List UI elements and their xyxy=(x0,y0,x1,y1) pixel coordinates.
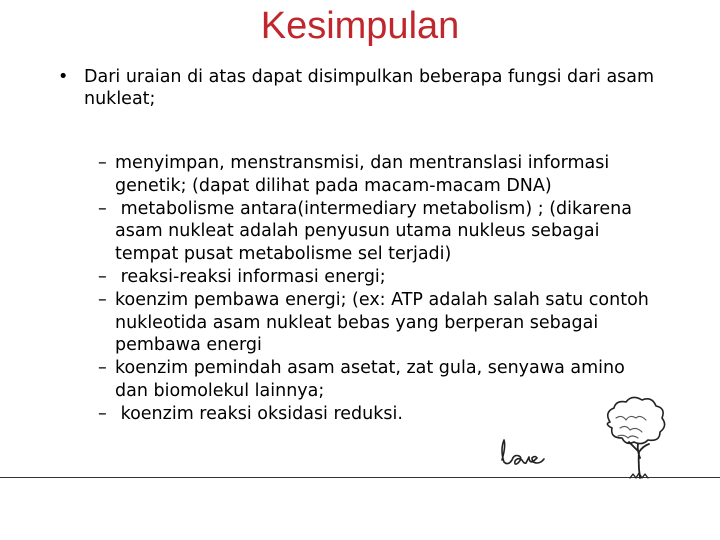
dash-marker: – xyxy=(98,198,107,219)
dash-marker: – xyxy=(98,153,107,173)
list-item xyxy=(98,198,658,266)
intro-bullet xyxy=(58,66,678,110)
list-item-text: metabolisme antara(intermediary metabolism) ; (dikarena asam nukleat adalah penyusun utama nukleus sebagai tempat pusat metabolisme sel terjadi) xyxy=(115,198,638,265)
dash-marker: – xyxy=(98,358,107,379)
intro-text: Dari uraian di atas dapat disimpulkan beberapa fungsi dari asam nukleat; xyxy=(84,67,655,109)
list-item-text: menyimpan, menstransmisi, dan mentranslasi informasi genetik; (dapat dilihat pada macam-macam DNA) xyxy=(115,153,610,196)
function-list xyxy=(98,152,658,426)
list-item xyxy=(98,152,658,198)
love-tree-doodle xyxy=(490,392,620,492)
list-item-text: koenzim reaksi oksidasi reduksi. xyxy=(115,403,403,424)
bullet-marker: • xyxy=(58,67,69,87)
dash-marker: – xyxy=(98,403,107,424)
list-item-text: reaksi-reaksi informasi energi; xyxy=(115,266,386,287)
list-item xyxy=(98,289,658,357)
slide-title: Kesimpulan xyxy=(260,5,460,47)
dash-marker: – xyxy=(98,289,107,310)
list-item-text: koenzim pembawa energi; (ex: ATP adalah salah satu contoh nukleotida asam nukleat bebas yang berperan sebagai pembawa energi xyxy=(115,289,649,356)
dash-marker: – xyxy=(98,266,107,287)
list-item-text: koenzim pemindah asam asetat, zat gula, senyawa amino dan biomolekul lainnya; xyxy=(115,358,625,401)
love-script xyxy=(502,440,544,464)
list-item xyxy=(98,266,658,289)
